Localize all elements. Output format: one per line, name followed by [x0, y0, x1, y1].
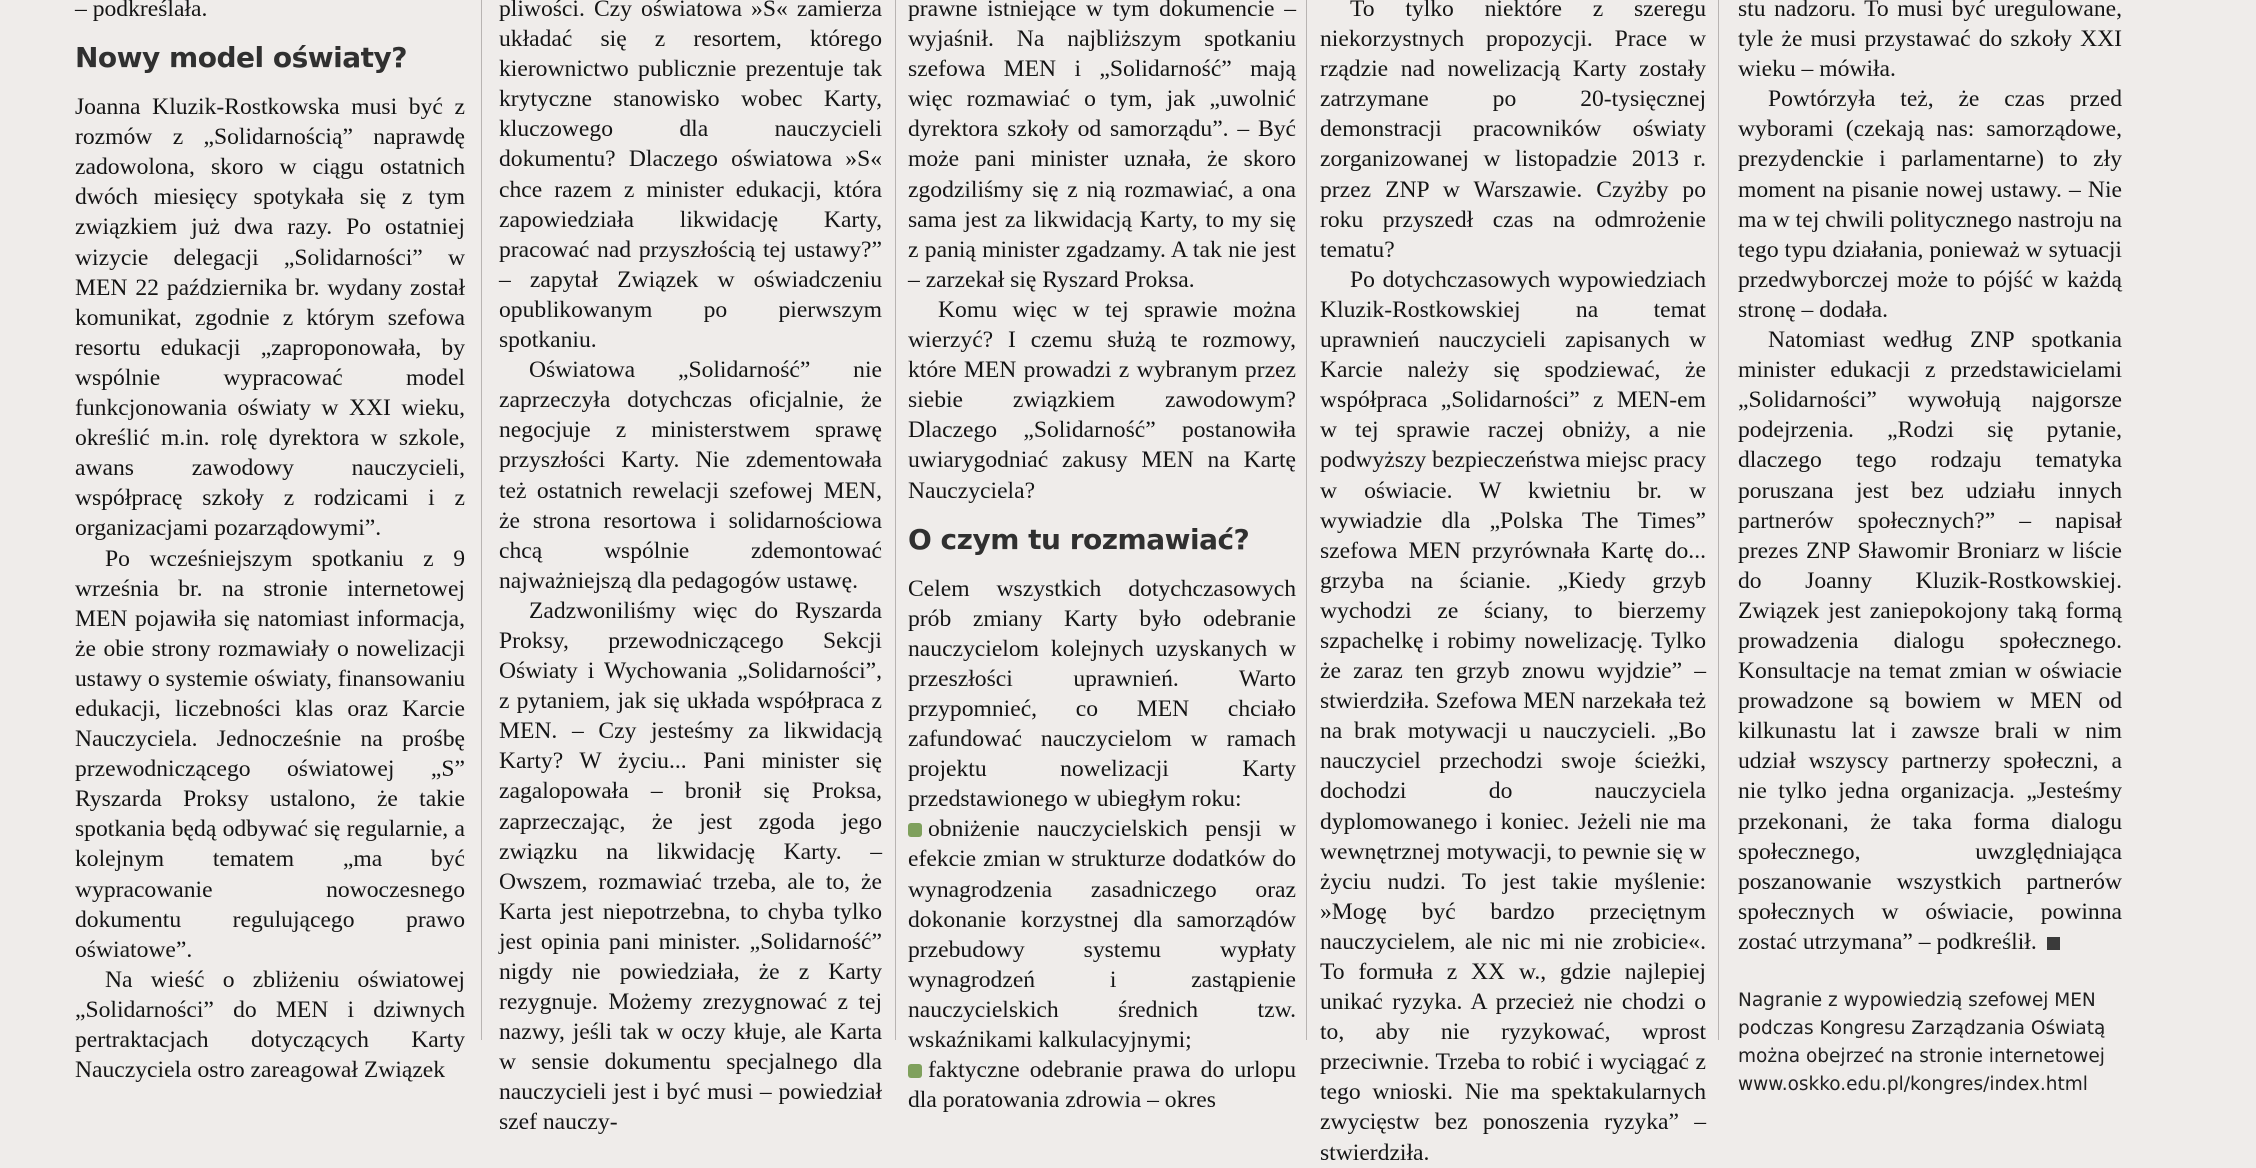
text-run: Oświatowa „Solidarność” nie zaprzeczyła dotychczas oficjalnie, że negocjuje z ministerstwem sprawę przyszłości Karty. Nie zdementowała też ostatnich rewelacji szefowej MEN, że strona resortowa i solidarnościowa chcą wspólnie zdemontować najważniejszą dla pedagogów ustawę. [499, 357, 882, 594]
paragraph [1738, 325, 2122, 957]
column-4 [1320, 0, 1706, 1166]
text-run: Nowy model oświaty? [75, 41, 407, 75]
paragraph [75, 544, 465, 965]
bullet-text: obniżenie nauczycielskich pensji w efekcie zmian w strukturze dodatków do wynagrodzenia zasadniczego oraz dokonanie korzystnej dla samorządów przebudowy systemu wypłaty wynagrodzeń i zastąpienie nauczycielskich średnich tzw. wskaźnikami kalkulacyjnymi; [908, 816, 1296, 1053]
section-heading [908, 520, 1296, 560]
text-run: Zadzwoniliśmy więc do Ryszarda Proksy, przewodniczącego Sekcji Oświaty i Wychowania „Solidarności”, z pytaniem, jak się układa współpraca z MEN. – Czy jesteśmy za likwidacją Karty? W życiu... Pani minister się zagalopowała – bronił się Proksa, zaprzeczając, że jest zgoda jego związku na likwidację Karty. – Owszem, rozmawiać trzeba, ale to, że Karta jest niepotrzebna, to chyba tylko jest opinia pani minister. „Solidarność” nigdy nie powiedziała, że z Karty rezygnuje. Możemy zrezygnować z tej nazwy, jeśli tak w oczy kłuje, ale Karta w sensie dokumentu specjalnego dla nauczycieli jest i być musi – powiedział szef nauczy- [499, 597, 882, 1136]
bullet-item [908, 814, 1296, 1055]
paragraph [499, 355, 882, 596]
column-rule [895, 0, 896, 1040]
paragraph [908, 0, 1296, 295]
text-run: stu nadzoru. To musi być uregulowane, tyle że musi przystawać do szkoły XXI wieku – mówiła. [1738, 0, 2122, 83]
text-run: Po wcześniejszym spotkaniu z 9 września br. na stronie internetowej MEN pojawiła się natomiast informacja, że obie strony rozmawiały o nowelizacji ustawy o systemie oświaty, finansowaniu edukacji, liczebności klas oraz Karcie Nauczyciela. Jednocześnie na prośbę przewodniczącego oświatowej „S” Ryszarda Proksy ustalono, że takie spotkania będą odbywać się regularnie, a kolejnym tematem „ma być wypracowanie nowoczesnego dokumentu regulującego prawo oświatowe”. [75, 545, 465, 963]
text-run: Natomiast według ZNP spotkania minister edukacji z przedstawicielami „Solidarności” wywołują najgorsze podejrzenia. „Rodzi się pytanie, dlaczego tego rodzaju tematyka poruszana jest bez udziału innych partnerów społecznych?” – napisał prezes ZNP Sławomir Broniarz w liście do Joanny Kluzik-Rostkowskiej. Związek jest zaniepokojony taką formą prowadzenia dialogu społecznego. Konsultacje na temat zmian w oświacie prowadzone są bowiem w MEN od kilkunastu lat i zawsze brali w nim udział wszyscy partnerzy społeczni, a nie tylko jedna organizacja. „Jesteśmy przekonani, że taka forma dialogu społecznego, uwzględniająca poszanowanie wszystkich partnerów społecznych w oświacie, powinna zostać utrzymana” – podkreślił. [1738, 327, 2122, 955]
bullet-item [908, 1055, 1296, 1115]
column-5 [1738, 0, 2122, 1095]
text-run: To tylko niektóre z szeregu niekorzystnych propozycji. Prace w rządzie nad nowelizacją Karty zostały zatrzymane po 20-tysięcznej demonstracji pracowników oświaty zorganizowanej w listopadzie 2013 r. przez ZNP w Warszawie. Czyżby po roku przyszedł czas na odmrożenie tematu? [1320, 0, 1706, 263]
text-run: Po dotychczasowych wypowiedziach Kluzik-Rostkowskiej na temat uprawnień nauczycieli zapisanych w Karcie należy się spodziewać, że współpraca „Solidarności” z MEN-em w tej sprawie raczej obniży, a nie podwyższy bezpieczeństwa miejsc pracy w oświacie. W kwietniu br. w wywiadzie dla „Polska The Times” szefowa MEN przyrównała Kartę do... grzyba na ścianie. „Kiedy grzyb wychodzi ze ściany, to bierzemy szpachelkę i robimy nowelizację. Tylko że zaraz ten grzyb znowu wyjdzie” – stwierdziła. Szefowa MEN narzekała też na brak motywacji u nauczycieli. „Bo nauczyciel przechodzi swoje ścieżki, dochodzi do nauczyciela dyplomowanego i koniec. Jeżeli nie ma wewnętrznej motywacji, to pewnie się w życiu nudzi. To jest takie myślenie: »Mogę być bardzo przeciętnym nauczycielem, ale nic mi nie zrobicie«. To formuła z XX w., gdzie najlepiej unikać ryzyka. A przecież nie chodzi o to, aby nie ryzykować, wprost przeciwnie. Trzeba to robić i wyciągać z tego wnioski. Nie ma spektakularnych zwycięstw bez ponoszenia ryzyka” – stwierdziła. [1320, 266, 1706, 1166]
column-2 [499, 0, 882, 1136]
paragraph [499, 596, 882, 1138]
video-caption: Nagranie z wypowiedzią szefowej MEN podczas Kongresu Zarządzania Oświatą można obejrzeć na stronie internetowej www.oskko.edu.pl/kongres/index.html [1738, 990, 2106, 1095]
paragraph [1738, 84, 2122, 325]
paragraph [75, 92, 465, 543]
paragraph [1320, 0, 1706, 265]
paragraph [75, 0, 465, 24]
column-3 [908, 0, 1296, 1114]
text-run: Celem wszystkich dotychczasowych prób zmiany Karty było odebranie nauczycielom kolejnych uzyskanych w przeszłości uprawnień. Warto przypomnieć, co MEN chciało zafundować nauczycielom w ramach projektu nowelizacji Karty przedstawionego w ubiegłym roku: [908, 575, 1296, 813]
text-run: – podkreślała. [75, 0, 208, 22]
paragraph [1320, 265, 1706, 1168]
section-heading [75, 38, 465, 78]
text-run: Joanna Kluzik-Rostkowska musi być z rozmów z „Solidarnością” naprawdę zadowolona, skoro w ciągu ostatnich dwóch miesięcy spotykała się z tym związkiem już dwa razy. Po ostatniej wizycie delegacji „Solidarności” w MEN 22 października br. wydany został komunikat, zgodnie z którym szefowa resortu edukacji „zaproponowała, by wspólnie wypracować model funkcjonowania oświaty w XXI wieku, określić m.in. rolę dyrektora w szkole, awans zawodowy nauczycieli, współpracę szkoły z rodzicami i z organizacjami pozarządowymi”. [75, 94, 465, 542]
bullet-text: faktyczne odebranie prawa do urlopu dla poratowania zdrowia – okres [908, 1057, 1296, 1114]
text-run: prawne istniejące w tym dokumencie – wyjaśnił. Na najbliższym spotkaniu szefowa MEN i „Solidarność” mają więc rozmawiać o tym, jak „uwolnić dyrektora szkoły od samorządu”. – Być może pani minister uznała, że skoro zgodziliśmy się z nią rozmawiać, a ona sama jest za likwidacją Karty, to my się z panią minister zgadzamy. A tak nie jest – zarzekał się Ryszard Proksa. [908, 0, 1296, 293]
paragraph [499, 0, 882, 355]
text-run: Na wieść o zbliżeniu oświatowej „Solidarności” do MEN i dziwnych pertraktacjach dotyczących Karty Nauczyciela ostro zareagował Związek [75, 966, 465, 1084]
text-run: pliwości. Czy oświatowa »S« zamierza układać się z resortem, którego kierownictwo publicznie prezentuje tak krytyczne stanowisko wobec Karty, kluczowego dla nauczycieli dokumentu? Dlaczego oświatowa »S« chce razem z minister edukacji, która zapowiedziała likwidację Karty, pracować nad przyszłością tej ustawy?” – zapytał Związek w oświadczeniu opublikowanym po pierwszym spotkaniu. [499, 0, 882, 354]
column-rule [481, 0, 482, 1040]
end-of-article-icon [2047, 937, 2060, 950]
column-rule [1306, 0, 1307, 1040]
bullet-icon [908, 1064, 922, 1078]
column-1 [75, 0, 465, 1084]
bullet-icon [908, 823, 922, 837]
column-rule [1718, 0, 1719, 1040]
text-run: Powtórzyła też, że czas przed wyborami (czekają nas: samorządowe, prezydenckie i parlamentarne) to zły moment na pisanie nowej ustawy. – Nie ma w tej chwili politycznego nastroju na tego typu działania, ponieważ w sytuacji przedwyborczej może to pójść w każdą stronę – dodała. [1738, 86, 2122, 323]
paragraph [908, 574, 1296, 815]
paragraph [1738, 0, 2122, 84]
text-run: Komu więc w tej sprawie można wierzyć? I czemu służą te rozmowy, które MEN prowadzi z wybranym przez siebie związkiem zawodowym? Dlaczego „Solidarność” postanowiła uwiarygodniać zakusy MEN na Kartę Nauczyciela? [908, 296, 1296, 504]
paragraph [75, 965, 465, 1085]
paragraph [908, 295, 1296, 506]
text-run: O czym tu rozmawiać? [908, 522, 1250, 556]
